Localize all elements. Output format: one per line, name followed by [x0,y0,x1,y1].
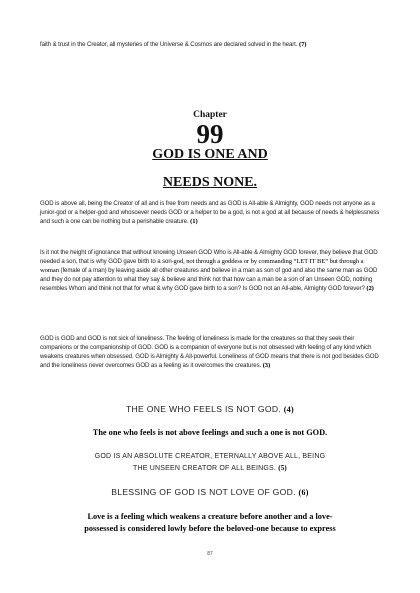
chapter-title-line1: GOD IS ONE AND [152,147,268,162]
statement-4 [0,487,420,497]
statement-text: possessed is considered lowly before the beloved-one because to express [84,523,336,533]
statement-text: GOD IS AN ABSOLUTE CREATOR, ETERNALLY ABOVE ALL, BEING [94,453,326,460]
footnote-ref: (2) [366,285,374,293]
statement-1 [0,404,420,414]
statement-3 [0,451,420,474]
footnote-ref: (3) [262,362,271,370]
paragraph-2 [40,248,380,293]
statement-text: BLESSING OF GOD IS NOT LOVE OF GOD. [111,487,296,497]
chapter-label: Chapter [193,110,227,120]
paragraph-1 [40,199,380,226]
paragraph-text: GOD is GOD and GOD is not sick of loneliness. The feeling of loneliness is made for the creatures so that they seek their companions or the companionship of GOD. GOD is a companion of everyone but is not obsessed with feeling of any kind which weakens creatures when obsessed. GOD is Almighty & All-powerful. Loneliness of GOD means that there is not god besides GOD and the loneliness never overcomes GOD as a feeling as it overcomes the creatures. [40,335,379,370]
statement-2: The one who feels is not above feelings and such a one is not GOD. [92,428,328,437]
paragraph-text-serif: god, not through a goddess or by commanding “LET IT BE” but through a woman [40,258,364,275]
statement-5 [0,511,420,534]
footnote-ref: (4) [283,405,295,414]
continued-paragraph [40,40,380,49]
footnote-ref: (7) [298,41,307,48]
paragraph-text: (female of a man) by leaving aside all other creatures and believe in a man as son of god and also the same man as GOD and they do not pay attention to what they say & believe and think not that how can a man be a son of an Unseen GOD, nothing resembles Whom and think not that for what & why GOD gave birth to a son? Is GOD not an All-able, Almighty GOD forever? [40,267,378,293]
paragraph-text: faith & trust in the Creator, all mysteries of the Universe & Cosmos are declared solved in the heart. [40,41,298,48]
paragraph-3 [40,334,380,370]
statement-text: THE UNSEEN CREATOR OF ALL BEINGS. [133,464,277,472]
paragraph-text: GOD is above all, being the Creator of all and is free from needs and as GOD is All-able & Almighty, GOD needs not anyone as a junior-god or a helper-god and whosoever needs GOD or a helper to be a god, is not a god at all because of needs & helplessness and such a one can be nothing but a perishable creature. [40,200,380,226]
chapter-title-line2: NEEDS NONE. [162,175,258,190]
footnote-ref: (6) [298,488,309,497]
statement-text: THE ONE WHO FEELS IS NOT GOD. [125,404,282,414]
footnote-ref: (1) [190,218,198,226]
chapter-number: 99 [196,119,224,149]
paragraph-text: Is it not the height of ignorance that without knowing Unseen GOD Who is All-able & Almighty GOD forever, they believe that GOD needed a son, that is why GOD gave birth to a son- [40,249,378,266]
page-number: 87 [207,551,213,557]
footnote-ref: (5) [278,463,287,472]
statement-text: Love is a feeling which weakens a creature before another and a love- [87,512,333,521]
